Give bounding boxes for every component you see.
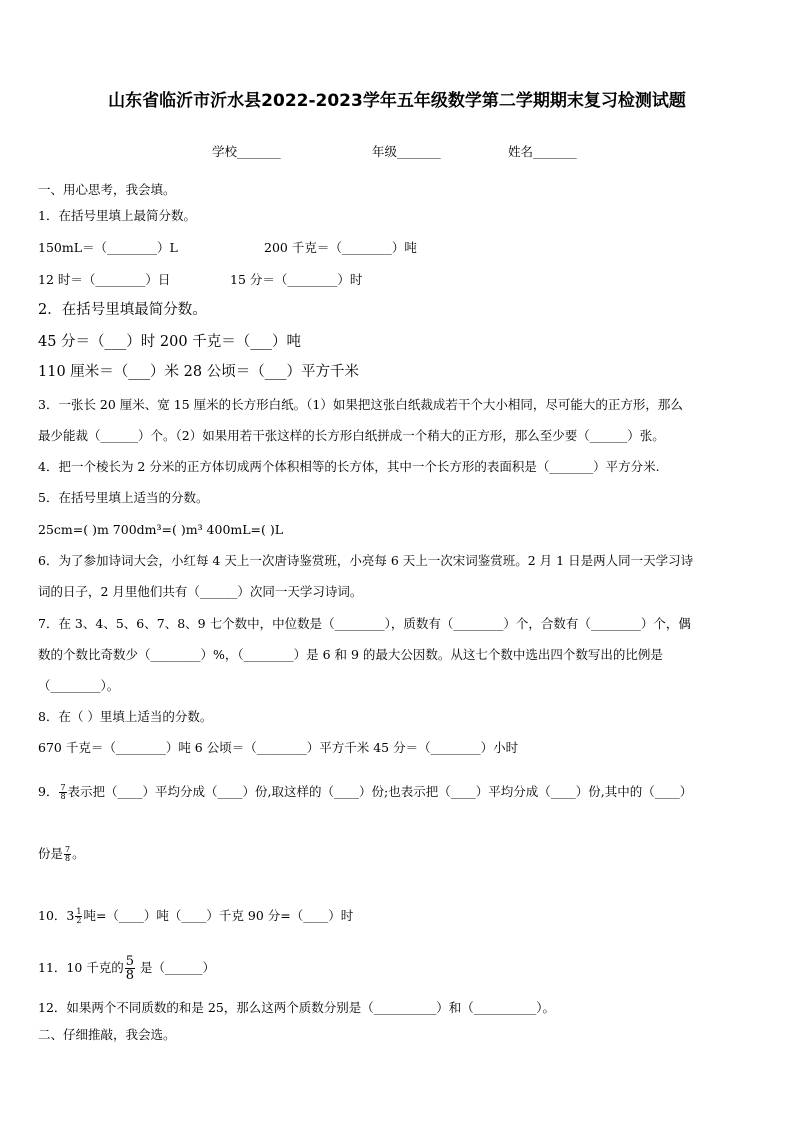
question-9-line-1 [38,784,692,801]
question-1-item-c: 12 时＝（________）日 [38,272,171,287]
question-10: 10．3 $\frac{1}{2}$ 吨=（____）吨（____）千克 90 分=（____）时 [38,907,354,925]
school-field: 学校_______ [212,144,281,159]
question-7-line-3: （________）。 [38,678,120,693]
question-7-line-2: 数的个数比奇数少（________）%，（________）是 6 和 9 的最大公因数。从这七个数中选出四个数写出的比例是 [38,647,663,662]
fraction: $\frac{7}{8}$ [65,845,71,863]
question-6-line-1: 6．为了参加诗词大会，小红每 4 天上一次唐诗鉴赏班，小亮每 6 天上一次宋词鉴赏班。2 月 1 日是两人同一天学习诗 [38,553,694,568]
question-9-text: 表示把（____）平均分成（____）份,取这样的（____）份;也表示把（____）平均分成（____）份,其中的（____） [67,784,693,799]
fraction: $\frac{7}{8}$ [60,783,66,801]
question-4: 4．把一个棱长为 2 分米的正方体切成两个体积相等的长方体，其中一个长方形的表面积是（_______）平方分米. [38,459,660,474]
question-1-item-a: 150mL＝（________）L [38,240,178,255]
question-2: 2．在括号里填最简分数。 [38,302,207,318]
question-2-line-a: 45 分＝（___）时 200 千克＝（___）吨 [38,334,301,350]
question-6-line-2: 词的日子，2 月里他们共有（______）次同一天学习诗词。 [38,584,363,599]
question-5-items: 25cm=( )m 700dm³=( )m³ 400mL=( )L [38,522,284,537]
question-1-item-b: 200 千克＝（________）吨 [264,240,417,255]
section-2-heading: 二、仔细推敲，我会选。 [38,1027,176,1042]
question-3-line-2: 最少能裁（______）个。（2）如果用若干张这样的长方形白纸拼成一个稍大的正方形，那么至少要（______）张。 [38,428,665,443]
fraction: $\frac{5}{8}$ [125,954,135,983]
question-9-prefix: 9． [38,784,59,799]
question-12: 12．如果两个不同质数的和是 25，那么这两个质数分别是（__________）和（__________）。 [38,1000,556,1015]
question-5: 5．在括号里填上适当的分数。 [38,490,209,505]
question-1-item-d: 15 分＝（________）时 [230,272,363,287]
question-7-line-1: 7．在 3、4、5、6、7、8、9 七个数中，中位数是（________），质数有（________）个，合数有（________）个，偶 [38,616,691,631]
question-8-items: 670 千克＝（________）吨 6 公顷＝（________）平方千米 45 分＝（________）小时 [38,740,519,755]
page-title: 山东省临沂市沂水县2022-2023学年五年级数学第二学期期末复习检测试题 [108,91,686,111]
question-9-line-2: 份是 $\frac{7}{8}$ 。 [38,845,85,863]
question-8: 8．在（ ）里填上适当的分数。 [38,709,213,724]
question-11: 11．10 千克的 $\frac{5}{8}$ 是（______） [38,954,216,983]
grade-field: 年级_______ [372,144,441,159]
question-3-line-1: 3．一张长 20 厘米、宽 15 厘米的长方形白纸。（1）如果把这张白纸裁成若干个大小相同，尽可能大的正方形，那么 [38,397,683,412]
fraction: $\frac{1}{2}$ [76,907,82,925]
name-field: 姓名_______ [508,144,577,159]
question-1: 1．在括号里填上最简分数。 [38,208,196,223]
question-2-line-b: 110 厘米＝（___）米 28 公顷＝（___）平方千米 [38,364,359,380]
section-1-heading: 一、用心思考，我会填。 [38,182,176,197]
